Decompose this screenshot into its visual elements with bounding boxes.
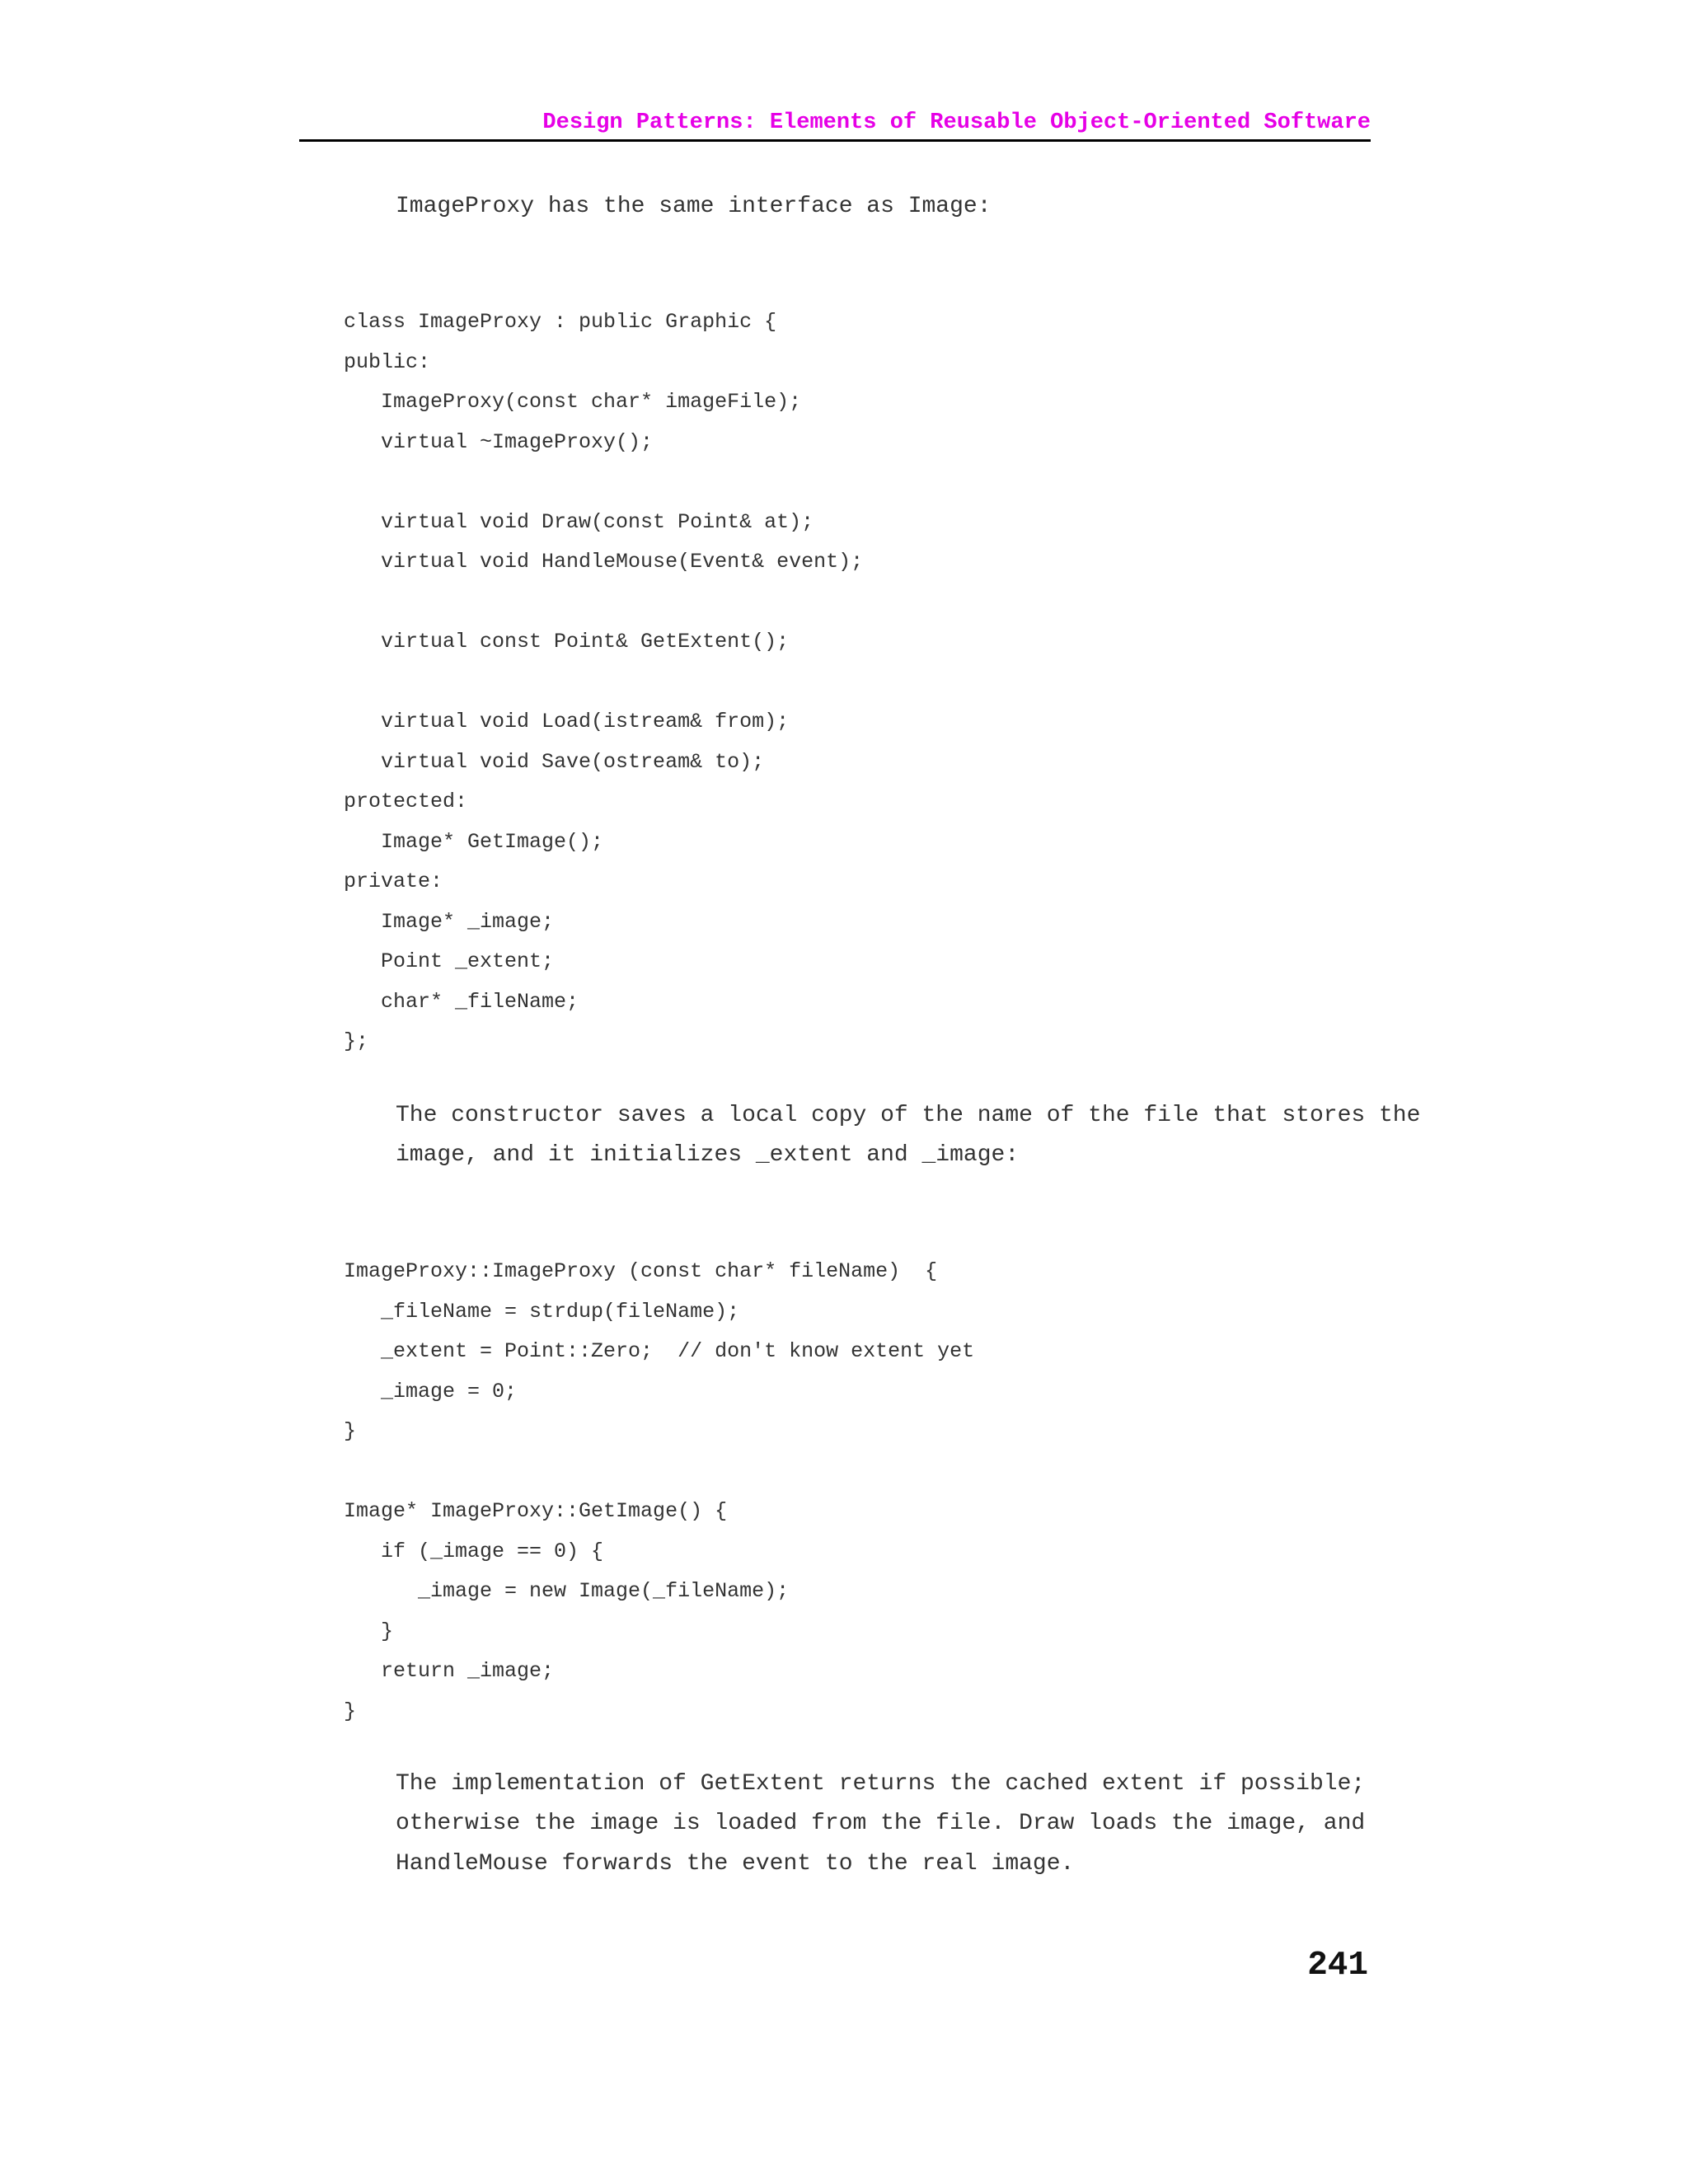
constructor-paragraph-line-1: The constructor saves a local copy of the name of the file that stores the: [396, 1103, 1421, 1128]
code-line: }: [344, 1619, 394, 1643]
class-declaration-code: [344, 302, 863, 1062]
code-line: }: [344, 1699, 357, 1723]
implementation-paragraph-line-1: The implementation of GetExtent returns the cached extent if possible;: [396, 1771, 1366, 1797]
code-line: class ImageProxy : public Graphic {: [344, 310, 777, 334]
constructor-paragraph-line-2: image, and it initializes _extent and _image:: [396, 1142, 1020, 1168]
code-line: _image = new Image(_fileName);: [344, 1579, 790, 1603]
code-line: virtual void Draw(const Point& at);: [344, 509, 814, 534]
code-line: }: [344, 1419, 357, 1443]
code-line: virtual ~ImageProxy();: [344, 429, 654, 454]
code-line: public:: [344, 349, 431, 374]
code-line: ImageProxy(const char* imageFile);: [344, 390, 802, 414]
code-line: virtual const Point& GetExtent();: [344, 630, 790, 654]
implementation-paragraph-line-2: otherwise the image is loaded from the file. Draw loads the image, and: [396, 1811, 1366, 1836]
running-header: Design Patterns: Elements of Reusable Object-Oriented Software: [542, 110, 1371, 135]
code-line: if (_image == 0) {: [344, 1539, 604, 1563]
code-line: virtual void Save(ostream& to);: [344, 749, 765, 774]
page-number: 241: [1307, 1947, 1368, 1985]
code-line: Image* ImageProxy::GetImage() {: [344, 1499, 728, 1523]
code-line: Point _extent;: [344, 949, 555, 973]
code-line: _image = 0;: [344, 1379, 518, 1404]
code-line: _fileName = strdup(fileName);: [344, 1299, 740, 1324]
code-line: Image* GetImage();: [344, 829, 604, 854]
implementation-code: [344, 1252, 974, 1732]
code-line: };: [344, 1029, 369, 1053]
code-line: private:: [344, 869, 443, 893]
code-line: return _image;: [344, 1659, 555, 1683]
code-line: char* _fileName;: [344, 989, 579, 1014]
header-rule: [299, 139, 1371, 142]
code-line: Image* _image;: [344, 909, 555, 934]
code-line: [344, 583, 863, 623]
code-line: virtual void Load(istream& from);: [344, 710, 790, 733]
code-line: [344, 663, 863, 703]
implementation-paragraph-line-3: HandleMouse forwards the event to the real image.: [396, 1851, 1075, 1877]
code-line: ImageProxy::ImageProxy (const char* fileName) {: [344, 1259, 938, 1283]
code-line: virtual void HandleMouse(Event& event);: [344, 550, 864, 574]
code-line: _extent = Point::Zero; // don't know extent yet: [344, 1339, 975, 1363]
code-line: [344, 462, 863, 503]
code-line: protected:: [344, 790, 468, 813]
code-line: [344, 1452, 974, 1493]
intro-paragraph: ImageProxy has the same interface as Image:: [396, 194, 992, 219]
